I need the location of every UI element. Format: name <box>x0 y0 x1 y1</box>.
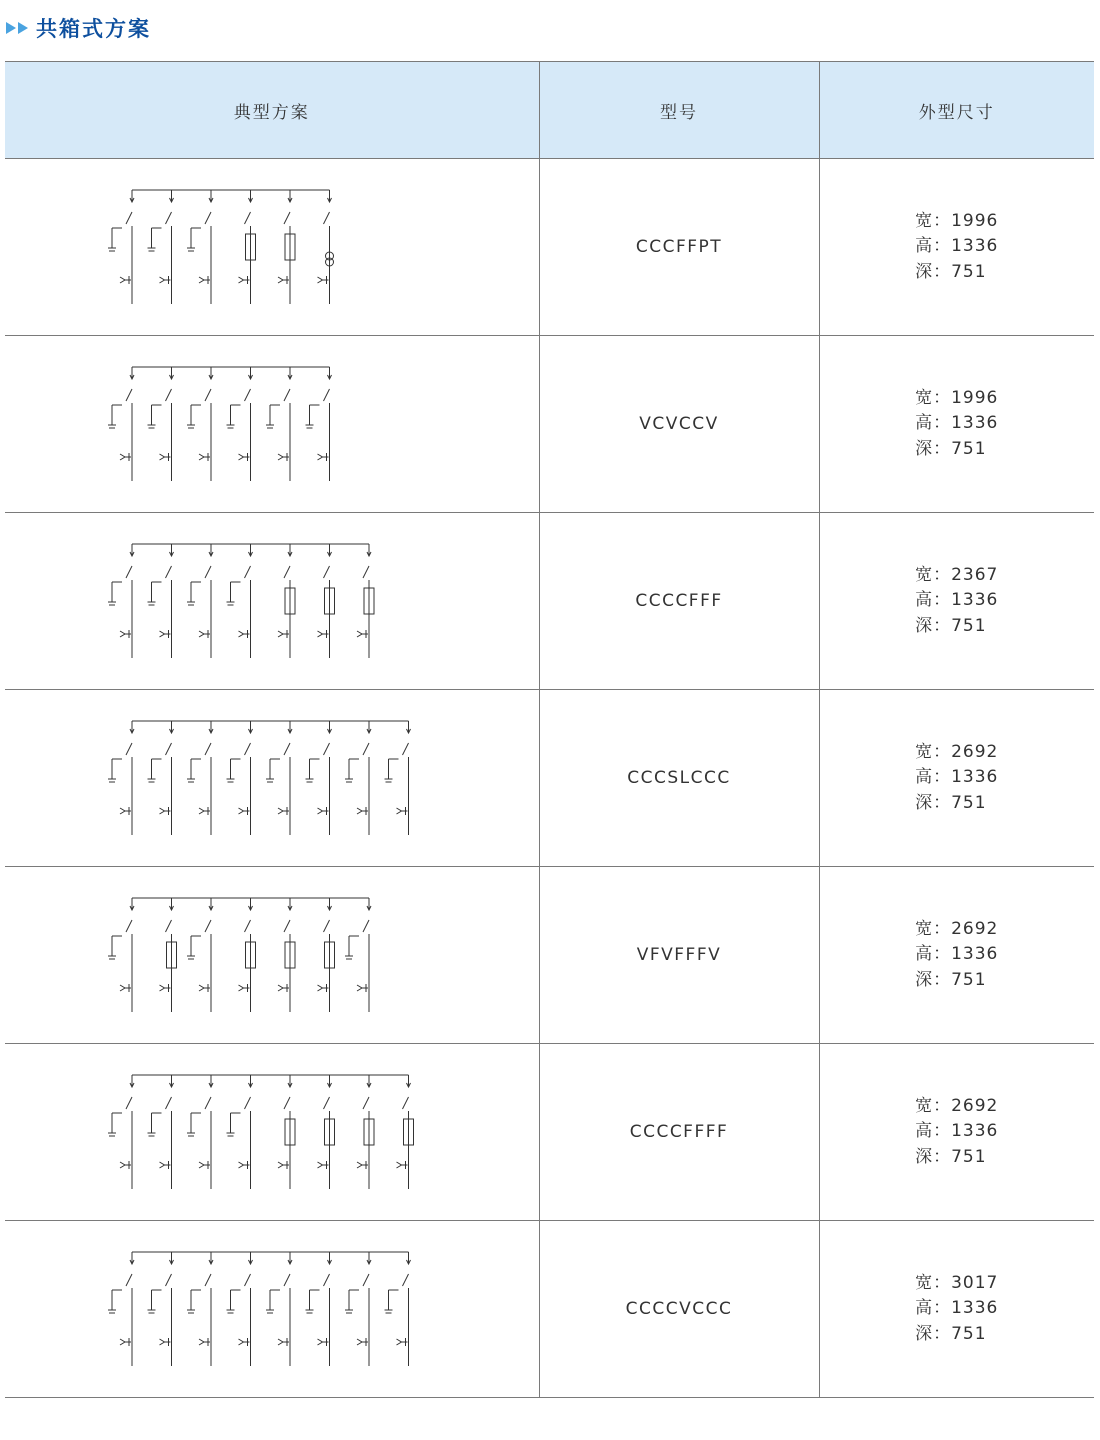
switch-blade <box>324 212 330 224</box>
cable-termination <box>357 1161 368 1169</box>
dim-height <box>915 1119 998 1145</box>
cable-termination <box>199 984 210 992</box>
earth-symbol <box>187 405 195 428</box>
dim-height <box>915 234 998 260</box>
dim-width-label: 宽： <box>915 1272 952 1293</box>
dim-depth-label: 深： <box>915 438 952 459</box>
cable-termination <box>397 807 408 815</box>
switch-blade <box>324 566 330 578</box>
switch-blade <box>205 920 211 932</box>
earth-symbol <box>148 759 156 782</box>
model-cell <box>539 159 819 336</box>
cable-termination <box>120 453 131 461</box>
earth-symbol <box>345 1290 353 1313</box>
switch-blade <box>245 389 251 401</box>
cable-termination <box>199 276 210 284</box>
cable-termination <box>278 453 289 461</box>
switch-blade <box>403 1274 409 1286</box>
scheme-diagram-cell <box>5 336 539 513</box>
dim-height <box>915 411 998 437</box>
earth-symbol <box>187 759 195 782</box>
switch-blade <box>205 212 211 224</box>
header-model: 型号 <box>539 62 819 159</box>
cable-termination <box>278 1338 289 1346</box>
switch-blade <box>126 389 132 401</box>
dim-height-label: 高： <box>915 767 952 788</box>
table-row <box>5 1044 1094 1221</box>
switch-blade <box>205 1097 211 1109</box>
switch-blade <box>126 1097 132 1109</box>
cable-termination <box>160 807 171 815</box>
cable-termination <box>318 984 329 992</box>
earth-symbol <box>187 936 195 959</box>
model-code: CCCCFFF <box>635 591 723 611</box>
dim-depth <box>915 614 998 640</box>
dim-depth <box>915 437 998 463</box>
size-cell <box>819 513 1094 690</box>
scheme-diagram-cell <box>5 513 539 690</box>
earth-symbol <box>148 228 156 251</box>
cable-termination <box>120 807 131 815</box>
dim-height <box>915 1296 998 1322</box>
model-cell <box>539 513 819 690</box>
table-row <box>5 690 1094 867</box>
dim-width <box>915 209 998 235</box>
earth-symbol <box>306 759 314 782</box>
earth-symbol <box>148 405 156 428</box>
dim-depth-value: 751 <box>951 969 987 990</box>
model-cell <box>539 336 819 513</box>
cable-termination <box>199 630 210 638</box>
dimensions <box>915 917 998 994</box>
table-row <box>5 867 1094 1044</box>
dimensions <box>915 1094 998 1171</box>
switch-blade <box>284 1097 290 1109</box>
switch-blade <box>166 920 172 932</box>
earth-symbol <box>108 228 116 251</box>
single-line-diagram <box>5 690 538 866</box>
cable-termination <box>318 276 329 284</box>
scheme-diagram-cell <box>5 690 539 867</box>
size-cell <box>819 336 1094 513</box>
cable-termination <box>199 807 210 815</box>
model-cell <box>539 690 819 867</box>
dim-width-value: 2692 <box>951 918 999 939</box>
cable-termination <box>239 276 250 284</box>
dim-depth <box>915 791 998 817</box>
dim-height-value: 1336 <box>951 413 999 434</box>
dim-width-value: 3017 <box>951 1272 999 1293</box>
single-line-diagram <box>5 336 538 512</box>
cable-termination <box>199 453 210 461</box>
cable-termination <box>239 630 250 638</box>
dim-depth-label: 深： <box>915 1323 952 1344</box>
switch-blade <box>126 566 132 578</box>
dim-depth-value: 751 <box>951 438 987 459</box>
single-line-diagram <box>5 1221 538 1397</box>
switch-blade <box>205 743 211 755</box>
dim-height-value: 1336 <box>951 236 999 257</box>
single-line-diagram <box>5 513 538 689</box>
switch-blade <box>403 1097 409 1109</box>
dim-depth <box>915 260 998 286</box>
dim-width <box>915 1094 998 1120</box>
size-cell <box>819 159 1094 336</box>
double-arrow-icon <box>6 22 28 34</box>
dim-width <box>915 740 998 766</box>
earth-symbol <box>345 759 353 782</box>
dim-height-label: 高： <box>915 1298 952 1319</box>
switch-blade <box>363 566 369 578</box>
dim-height-label: 高： <box>915 236 952 257</box>
earth-symbol <box>227 405 235 428</box>
model-code: VFVFFFV <box>636 945 722 965</box>
cable-termination <box>160 1338 171 1346</box>
switch-blade <box>166 1097 172 1109</box>
earth-symbol <box>227 1290 235 1313</box>
switch-blade <box>126 743 132 755</box>
earth-symbol <box>108 759 116 782</box>
switch-blade <box>205 566 211 578</box>
switch-blade <box>363 920 369 932</box>
model-code: CCCCVCCC <box>625 1299 733 1319</box>
dimensions <box>915 386 998 463</box>
earth-symbol <box>148 1113 156 1136</box>
cable-termination <box>120 1161 131 1169</box>
switch-blade <box>166 566 172 578</box>
switch-blade <box>324 743 330 755</box>
model-code: VCVCCV <box>639 414 719 434</box>
earth-symbol <box>345 936 353 959</box>
dim-width <box>915 917 998 943</box>
switch-blade <box>126 1274 132 1286</box>
dim-width-label: 宽： <box>915 741 952 762</box>
earth-symbol <box>108 1290 116 1313</box>
cable-termination <box>239 1338 250 1346</box>
cable-termination <box>397 1161 408 1169</box>
cable-termination <box>357 984 368 992</box>
cable-termination <box>160 453 171 461</box>
dim-width-label: 宽： <box>915 1095 952 1116</box>
switch-blade <box>126 920 132 932</box>
scheme-diagram-cell <box>5 1221 539 1398</box>
cable-termination <box>318 630 329 638</box>
dim-width-label: 宽： <box>915 387 952 408</box>
cable-termination <box>397 1338 408 1346</box>
dim-depth <box>915 1145 998 1171</box>
earth-symbol <box>187 1113 195 1136</box>
switch-blade <box>245 566 251 578</box>
dim-width-label: 宽： <box>915 918 952 939</box>
cable-termination <box>278 807 289 815</box>
switch-blade <box>363 1097 369 1109</box>
switch-blade <box>205 389 211 401</box>
size-cell <box>819 1044 1094 1221</box>
model-code: CCCCFFFF <box>629 1122 729 1142</box>
dim-depth-value: 751 <box>951 615 987 636</box>
cable-termination <box>120 276 131 284</box>
dim-width-label: 宽： <box>915 564 952 585</box>
cable-termination <box>357 1338 368 1346</box>
switch-blade <box>284 743 290 755</box>
scheme-diagram-cell <box>5 1044 539 1221</box>
earth-symbol <box>108 1113 116 1136</box>
dim-width <box>915 563 998 589</box>
table-header-row <box>5 62 1094 159</box>
single-line-diagram <box>5 1044 538 1220</box>
cable-termination <box>120 1338 131 1346</box>
switch-blade <box>324 1274 330 1286</box>
switch-blade <box>205 1274 211 1286</box>
switch-blade <box>245 212 251 224</box>
dim-width-value: 1996 <box>951 210 999 231</box>
dim-width-label: 宽： <box>915 210 952 231</box>
earth-symbol <box>108 405 116 428</box>
table-row <box>5 513 1094 690</box>
earth-symbol <box>227 759 235 782</box>
switch-blade <box>245 743 251 755</box>
dim-width <box>915 1271 998 1297</box>
dim-height-label: 高： <box>915 944 952 965</box>
dim-depth <box>915 968 998 994</box>
cable-termination <box>318 1161 329 1169</box>
switch-blade <box>245 1097 251 1109</box>
switch-blade <box>284 212 290 224</box>
dim-depth-label: 深： <box>915 792 952 813</box>
switch-blade <box>166 743 172 755</box>
cable-termination <box>278 1161 289 1169</box>
scheme-diagram-cell <box>5 159 539 336</box>
section-title <box>6 12 151 44</box>
dim-width-value: 2692 <box>951 741 999 762</box>
switch-blade <box>284 389 290 401</box>
scheme-diagram-cell <box>5 867 539 1044</box>
cable-termination <box>160 630 171 638</box>
earth-symbol <box>385 1290 393 1313</box>
cable-termination <box>318 453 329 461</box>
earth-symbol <box>266 759 274 782</box>
dimensions <box>915 563 998 640</box>
dim-depth-value: 751 <box>951 1323 987 1344</box>
earth-symbol <box>227 1113 235 1136</box>
switch-blade <box>284 920 290 932</box>
dim-height-value: 1336 <box>951 590 999 611</box>
cable-termination <box>120 630 131 638</box>
dim-width-value: 1996 <box>951 387 999 408</box>
header-size: 外型尺寸 <box>819 62 1094 159</box>
dim-depth <box>915 1322 998 1348</box>
cable-termination <box>278 630 289 638</box>
dimensions <box>915 740 998 817</box>
dim-height-value: 1336 <box>951 1298 999 1319</box>
dim-height-value: 1336 <box>951 1121 999 1142</box>
single-line-diagram <box>5 867 538 1043</box>
dim-width-value: 2367 <box>951 564 999 585</box>
earth-symbol <box>266 1290 274 1313</box>
earth-symbol <box>187 582 195 605</box>
dimensions <box>915 209 998 286</box>
switch-blade <box>403 743 409 755</box>
dim-depth-label: 深： <box>915 261 952 282</box>
page-title: 共箱式方案 <box>36 17 151 41</box>
dim-height-value: 1336 <box>951 767 999 788</box>
cable-termination <box>160 276 171 284</box>
dim-depth-label: 深： <box>915 615 952 636</box>
cable-termination <box>199 1161 210 1169</box>
earth-symbol <box>385 759 393 782</box>
earth-symbol <box>108 582 116 605</box>
earth-symbol <box>187 1290 195 1313</box>
switch-blade <box>284 1274 290 1286</box>
switch-blade <box>324 920 330 932</box>
model-code: CCCSLCCC <box>627 768 731 788</box>
cable-termination <box>278 276 289 284</box>
earth-symbol <box>227 582 235 605</box>
switch-blade <box>363 1274 369 1286</box>
model-cell <box>539 1044 819 1221</box>
model-code: CCCFFPT <box>635 237 723 257</box>
single-line-diagram <box>5 159 538 335</box>
table-row <box>5 159 1094 336</box>
dim-height <box>915 942 998 968</box>
switch-blade <box>324 1097 330 1109</box>
cable-termination <box>199 1338 210 1346</box>
cable-termination <box>160 984 171 992</box>
dim-width-value: 2692 <box>951 1095 999 1116</box>
dim-depth-label: 深： <box>915 969 952 990</box>
scheme-table <box>5 61 1094 1398</box>
dim-height-label: 高： <box>915 1121 952 1142</box>
dim-depth-value: 751 <box>951 792 987 813</box>
dim-width <box>915 386 998 412</box>
earth-symbol <box>148 1290 156 1313</box>
cable-termination <box>278 984 289 992</box>
header-scheme: 典型方案 <box>5 62 539 159</box>
cable-termination <box>239 1161 250 1169</box>
cable-termination <box>239 984 250 992</box>
switch-blade <box>166 1274 172 1286</box>
dim-depth-value: 751 <box>951 1146 987 1167</box>
size-cell <box>819 1221 1094 1398</box>
model-cell <box>539 1221 819 1398</box>
dim-depth-label: 深： <box>915 1146 952 1167</box>
size-cell <box>819 867 1094 1044</box>
cable-termination <box>120 984 131 992</box>
earth-symbol <box>306 1290 314 1313</box>
earth-symbol <box>108 936 116 959</box>
dim-height-label: 高： <box>915 590 952 611</box>
dim-depth-value: 751 <box>951 261 987 282</box>
switch-blade <box>245 1274 251 1286</box>
dim-height <box>915 765 998 791</box>
switch-blade <box>324 389 330 401</box>
cable-termination <box>160 1161 171 1169</box>
earth-symbol <box>306 405 314 428</box>
switch-blade <box>166 212 172 224</box>
earth-symbol <box>266 405 274 428</box>
dim-height-label: 高： <box>915 413 952 434</box>
table-row <box>5 336 1094 513</box>
dimensions <box>915 1271 998 1348</box>
switch-blade <box>245 920 251 932</box>
cable-termination <box>239 807 250 815</box>
earth-symbol <box>187 228 195 251</box>
switch-blade <box>126 212 132 224</box>
cable-termination <box>318 1338 329 1346</box>
table-row <box>5 1221 1094 1398</box>
switch-blade <box>363 743 369 755</box>
cable-termination <box>357 630 368 638</box>
earth-symbol <box>148 582 156 605</box>
cable-termination <box>239 453 250 461</box>
dim-height <box>915 588 998 614</box>
model-cell <box>539 867 819 1044</box>
switch-blade <box>284 566 290 578</box>
cable-termination <box>318 807 329 815</box>
size-cell <box>819 690 1094 867</box>
dim-height-value: 1336 <box>951 944 999 965</box>
cable-termination <box>357 807 368 815</box>
switch-blade <box>166 389 172 401</box>
